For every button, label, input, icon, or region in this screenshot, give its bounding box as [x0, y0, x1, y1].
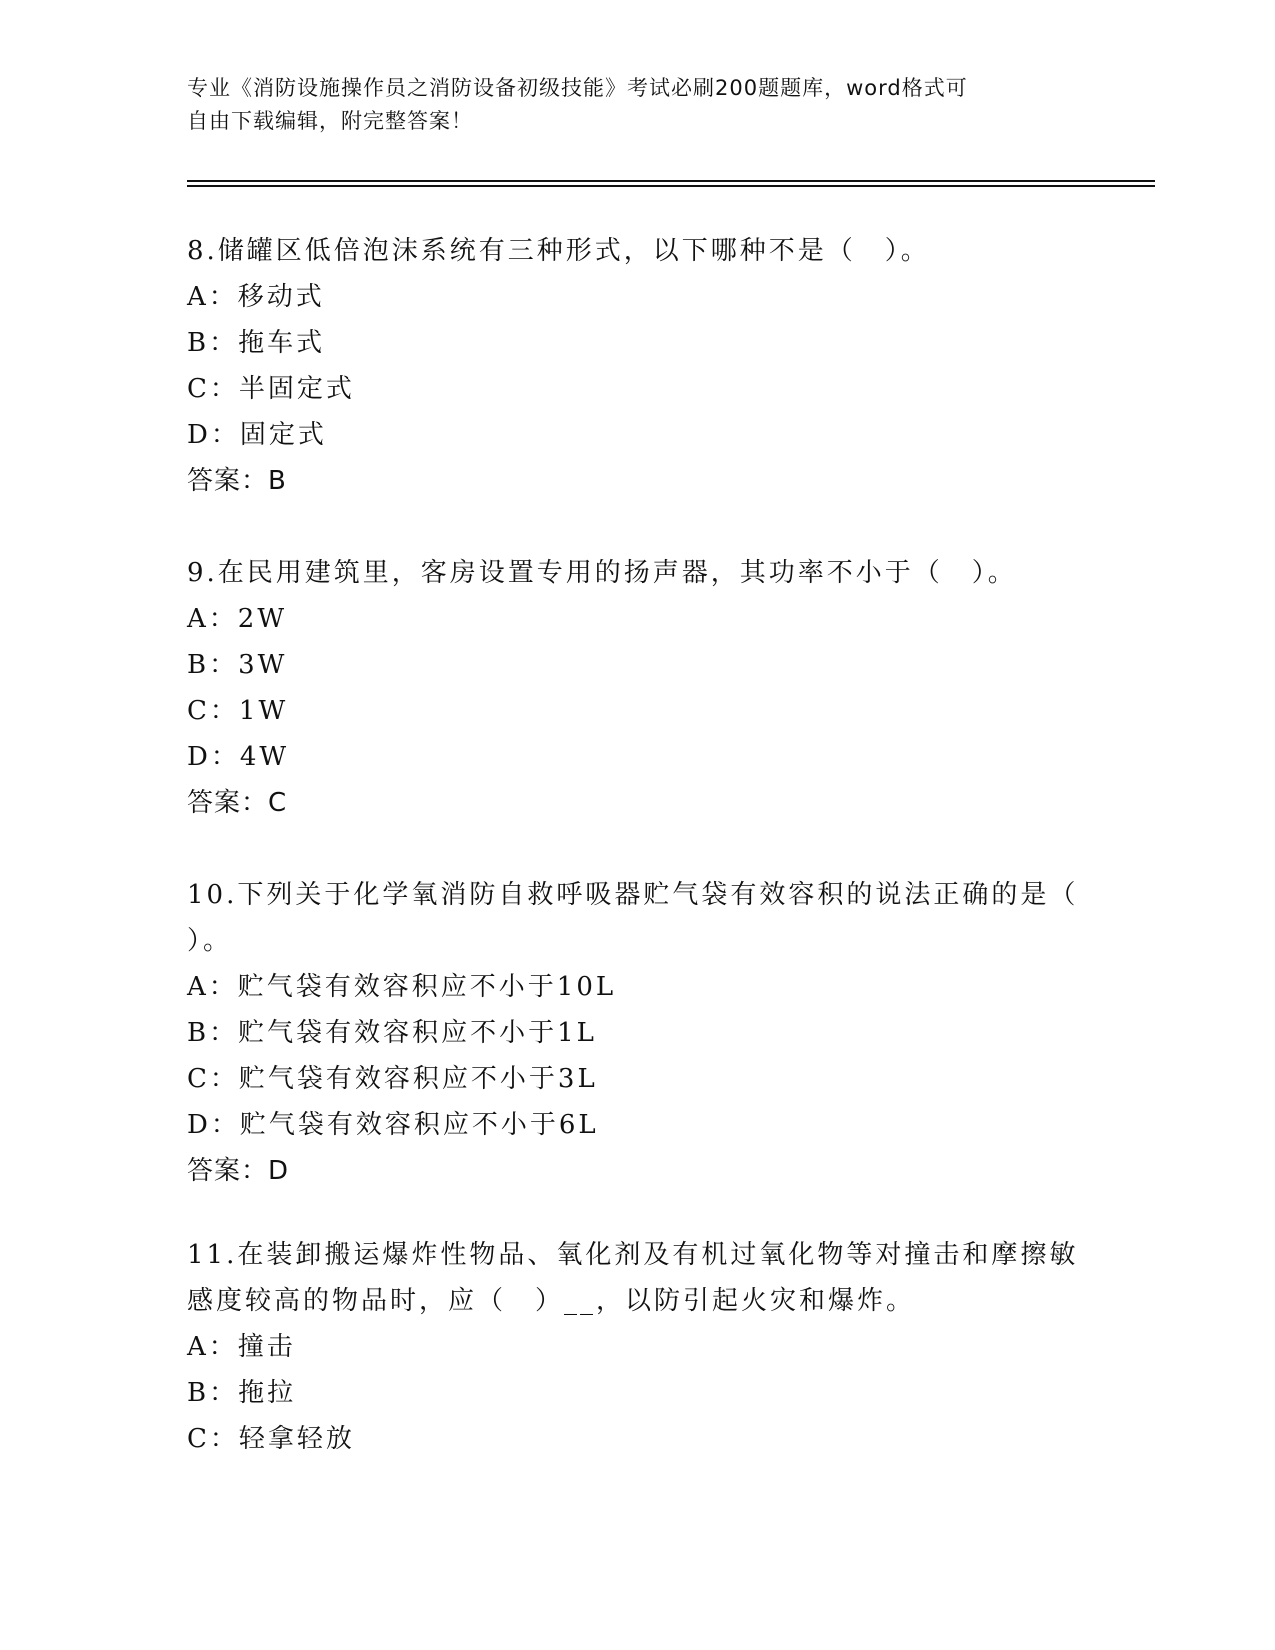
- answer: 答案：D: [187, 1156, 290, 1186]
- question-stem-line-1: 10.下列关于化学氧消防自救呼吸器贮气袋有效容积的说法正确的是（: [187, 880, 1079, 910]
- header-divider-top: [187, 180, 1155, 182]
- option-a: [187, 964, 1087, 1010]
- option-label: A：: [187, 604, 238, 634]
- option-d: [187, 734, 1087, 780]
- option-label: D：: [187, 1110, 240, 1140]
- option-label: B：: [187, 328, 239, 358]
- option-text: 移动式: [237, 282, 325, 312]
- option-text: 2W: [237, 604, 288, 634]
- option-b: [187, 1010, 1087, 1056]
- option-text: 1W: [238, 696, 289, 726]
- option-text: 贮气袋有效容积应不小于1L: [238, 1018, 597, 1048]
- option-label: D：: [187, 742, 240, 772]
- question-stem: 8.储罐区低倍泡沫系统有三种形式，以下哪种不是（ ）。: [187, 236, 930, 266]
- question-stem-line-1: 11.在装卸搬运爆炸性物品、氧化剂及有机过氧化物等对撞击和摩擦敏: [187, 1240, 1079, 1270]
- option-c: [187, 1416, 1087, 1462]
- option-label: B：: [187, 1378, 239, 1408]
- option-label: C：: [187, 1064, 239, 1094]
- option-c: [187, 366, 1087, 412]
- answer: 答案：B: [187, 466, 287, 496]
- question-9: [187, 550, 1087, 826]
- option-text: 拖车式: [238, 328, 326, 358]
- option-text: 贮气袋有效容积应不小于10L: [237, 972, 617, 1002]
- option-label: A：: [187, 1332, 238, 1362]
- option-a: [187, 274, 1087, 320]
- question-stem: 9.在民用建筑里，客房设置专用的扬声器，其功率不小于（ ）。: [187, 558, 1017, 588]
- option-label: A：: [187, 972, 238, 1002]
- question-stem-line-2: 感度较高的物品时，应（ ）__，以防引起火灾和爆炸。: [187, 1286, 916, 1316]
- option-text: 轻拿轻放: [238, 1424, 355, 1454]
- option-c: [187, 688, 1087, 734]
- question-8: [187, 228, 1087, 504]
- option-label: D：: [187, 420, 240, 450]
- option-text: 撞击: [237, 1332, 296, 1362]
- option-c: [187, 1056, 1087, 1102]
- option-d: [187, 412, 1087, 458]
- option-b: [187, 1370, 1087, 1416]
- header-line-2: 自由下载编辑，附完整答案！: [187, 109, 473, 133]
- document-header: [187, 72, 1087, 138]
- header-line-1: 专业《消防设施操作员之消防设备初级技能》考试必刷200题题库，word格式可: [187, 76, 968, 100]
- option-label: C：: [187, 696, 239, 726]
- header-divider-bottom: [187, 185, 1155, 187]
- option-a: [187, 596, 1087, 642]
- option-text: 贮气袋有效容积应不小于3L: [238, 1064, 598, 1094]
- question-stem-line-2: ）。: [187, 926, 233, 956]
- question-11: [187, 1232, 1087, 1462]
- option-label: C：: [187, 1424, 239, 1454]
- option-d: [187, 1102, 1087, 1148]
- option-text: 固定式: [239, 420, 327, 450]
- option-text: 半固定式: [238, 374, 355, 404]
- option-label: B：: [187, 650, 239, 680]
- answer: 答案：C: [187, 788, 288, 818]
- option-text: 拖拉: [238, 1378, 297, 1408]
- option-label: A：: [187, 282, 238, 312]
- option-text: 3W: [238, 650, 288, 680]
- option-label: C：: [187, 374, 239, 404]
- option-a: [187, 1324, 1087, 1370]
- option-b: [187, 642, 1087, 688]
- option-label: B：: [187, 1018, 239, 1048]
- option-text: 4W: [239, 742, 290, 772]
- option-b: [187, 320, 1087, 366]
- option-text: 贮气袋有效容积应不小于6L: [239, 1110, 599, 1140]
- question-10: [187, 872, 1087, 1194]
